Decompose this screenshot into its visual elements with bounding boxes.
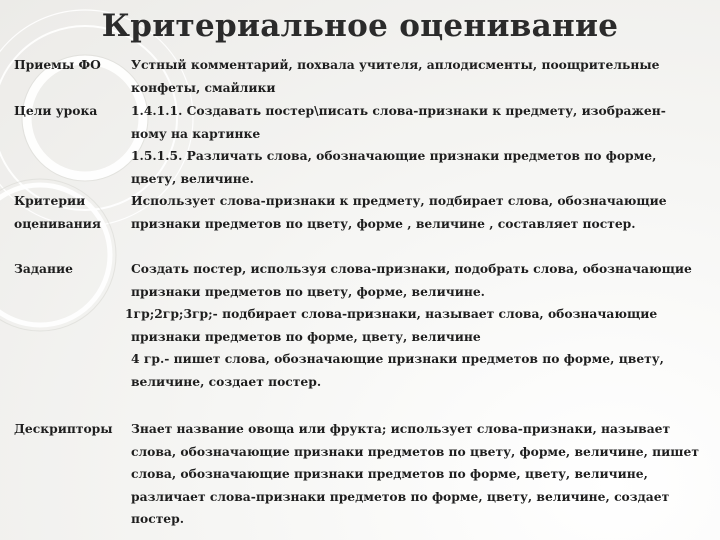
content-line: постер.	[131, 511, 185, 526]
content-line: цвету, величине.	[131, 170, 254, 186]
row-content	[131, 100, 711, 190]
row-content	[131, 54, 711, 99]
content-line: Создать постер, используя слова-признаки, подобрать слова, обозначающие	[131, 261, 692, 276]
label-line: Критерии	[14, 193, 86, 208]
content-line: 4 гр.- пишет слова, обозначающие признаки предметов по форме, цвету,	[131, 351, 664, 366]
label-line: Дескрипторы	[14, 421, 113, 436]
row-label	[14, 190, 126, 235]
row-content	[131, 418, 711, 531]
content-line: Использует слова-признаки к предмету, подбирает слова, обозначающие	[131, 193, 667, 208]
row-label	[14, 418, 126, 441]
content-line: признаки предметов по цвету, форме, величине.	[131, 283, 485, 299]
content-line: конфеты, смайлики	[131, 79, 276, 95]
label-line: Приемы ФО	[14, 57, 101, 72]
label-line: Цели урока	[14, 103, 98, 118]
content-line: различает слова-признаки предметов по форме, цвету, величине, создает	[131, 488, 670, 504]
page-title: Критериальное оценивание	[101, 8, 619, 44]
row-content	[125, 258, 711, 393]
content-line: Устный комментарий, похвала учителя, аплодисменты, поощрительные	[131, 57, 660, 72]
label-line: оценивания	[14, 215, 101, 231]
content-line: признаки предметов по цвету, форме , величине , составляет постер.	[131, 215, 636, 231]
row-label	[14, 100, 126, 123]
content-line: величине, создает постер.	[131, 373, 322, 389]
row-label	[14, 54, 126, 77]
row-content	[131, 190, 711, 235]
content-line: признаки предметов по форме, цвету, величине	[131, 328, 481, 344]
content-line: Знает название овоща или фрукта; использует слова-признаки, называет	[131, 421, 671, 436]
content-line: 1.5.1.5. Различать слова, обозначающие признаки предметов по форме,	[131, 148, 657, 163]
content-line: 1гр;2гр;3гр;- подбирает слова-признаки, называет слова, обозначающие	[125, 306, 658, 321]
content-line: ному на картинке	[131, 125, 261, 141]
label-line: Задание	[14, 261, 73, 276]
row-label	[14, 258, 126, 281]
content-line: слова, обозначающие признаки предметов по форме, цвету, величине,	[131, 466, 648, 481]
content-line: слова, обозначающие признаки предметов по цвету, форме, величине, пишет	[131, 443, 699, 459]
content-line: 1.4.1.1. Создавать постер\писать слова-признаки к предмету, изображен-	[131, 103, 666, 118]
